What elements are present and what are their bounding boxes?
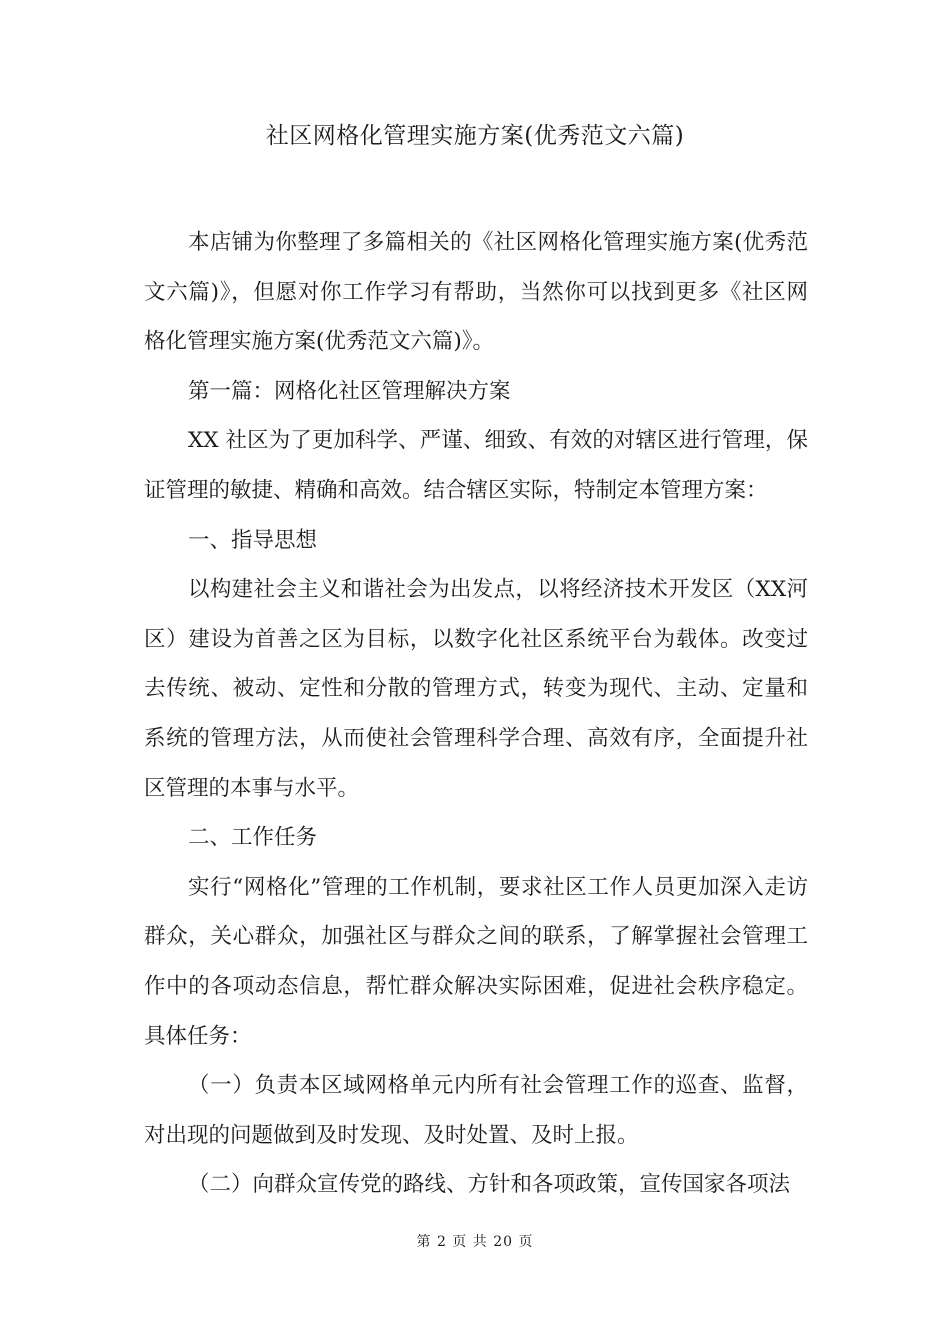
section-heading-guiding-thought: 一、指导思想 (188, 527, 318, 553)
intro-paragraph: 本店铺为你整理了多篇相关的《社区网格化管理实施方案(优秀范文六篇)》，但愿对你工作学习有帮助，当然你可以找到更多《社区网格化管理实施方案(优秀范文六篇)》。 (144, 230, 808, 355)
list-item-2: （二）向群众宣传党的路线、方针和各项政策，宣传国家各项法 (188, 1172, 791, 1198)
body-paragraph: 以构建社会主义和谐社会为出发点，以将经济技术开发区（XX河区）建设为首善之区为目标，以数字化社区系统平台为载体。改变过去传统、被动、定性和分散的管理方式，转变为现代、主动、定量和系统的管理方法，从而使社会管理科学合理、高效有序，全面提升社区管理的本事与水平。 (144, 577, 808, 801)
list-item-1: （一）负责本区域网格单元内所有社会管理工作的巡查、监督，对出现的问题做到及时发现、及时处置、及时上报。 (144, 1073, 808, 1148)
document-body (144, 218, 808, 1210)
page-footer: 第 2 页 共 20 页 (416, 1234, 534, 1250)
body-paragraph: XX 社区为了更加科学、严谨、细致、有效的对辖区进行管理，保证管理的敏捷、精确和高效。结合辖区实际，特制定本管理方案： (144, 428, 808, 503)
section-heading-chapter-1: 第一篇：网格化社区管理解决方案 (188, 378, 511, 404)
document-title: 社区网格化管理实施方案(优秀范文六篇) (265, 123, 685, 149)
body-paragraph: 实行“网格化”管理的工作机制，要求社区工作人员更加深入走访群众，关心群众，加强社区与群众之间的联系，了解掌握社会管理工作中的各项动态信息，帮忙群众解决实际困难，促进社会秩序稳定。具体任务： (144, 874, 808, 1049)
section-heading-work-tasks: 二、工作任务 (188, 825, 318, 851)
